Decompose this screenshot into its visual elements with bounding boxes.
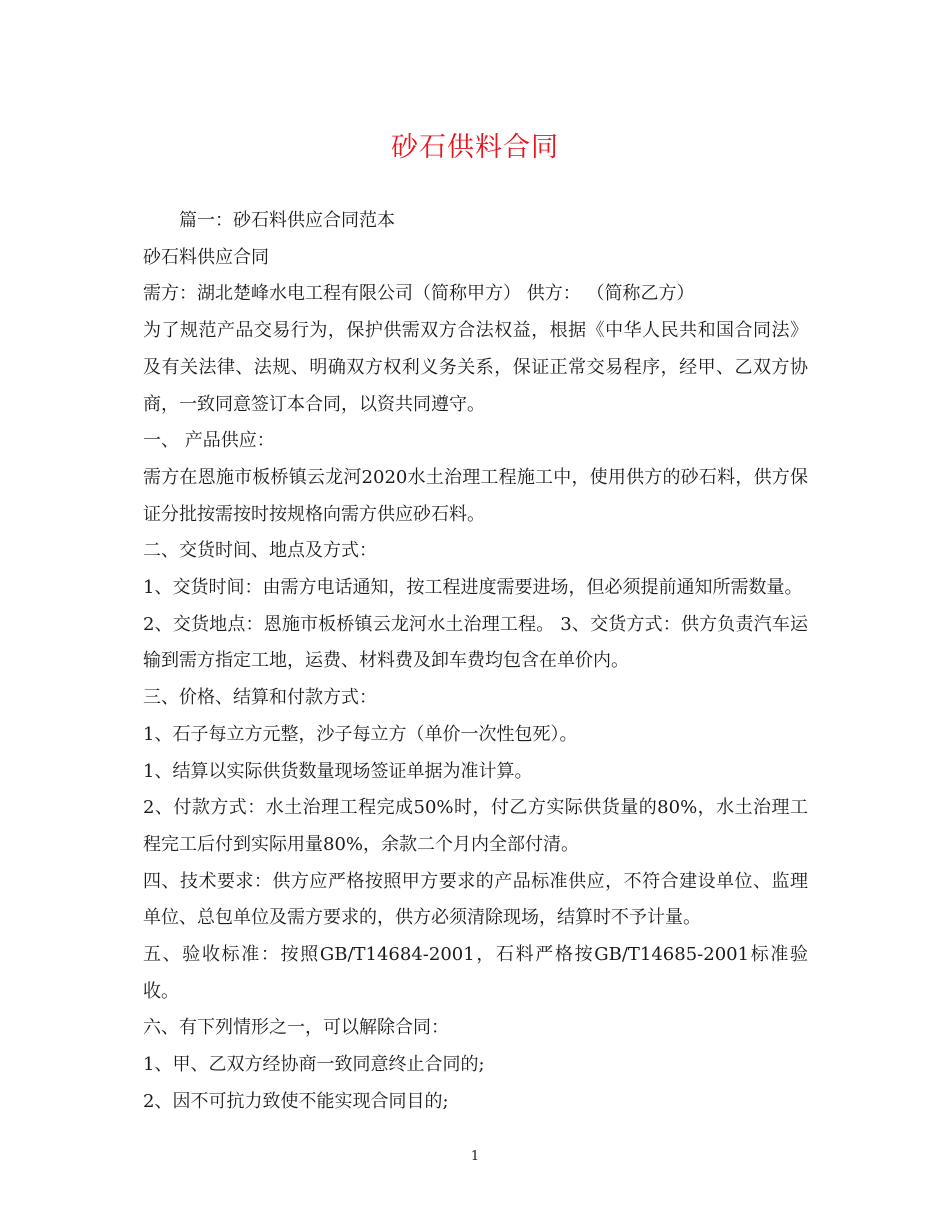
clause-paragraph: 1、结算以实际供货数量现场签证单据为准计算。 — [143, 760, 533, 782]
clause-heading: 二、交货时间、地点及方式： — [143, 540, 377, 562]
clause-paragraph: 1、甲、乙双方经协商一致同意终止合同的; — [143, 1054, 485, 1076]
page-number: 1 — [470, 1149, 480, 1164]
clause-paragraph: 四、技术要求：供方应严格按照甲方要求的产品标准供应，不符合建设单位、监理单位、总包单位及需方要求的，供方必须清除现场，结算时不予计量。 — [143, 870, 808, 929]
clause-heading: 一、 产品供应： — [143, 430, 275, 452]
clause-paragraph: 2、因不可抗力致使不能实现合同目的; — [143, 1090, 449, 1112]
clause-paragraph: 五、验收标准：按照GB/T14684-2001，石料严格按GB/T14685-2001标准验收。 — [143, 944, 808, 1002]
clause-heading: 三、价格、结算和付款方式： — [143, 687, 377, 709]
clause-paragraph: 1、交货时间：由需方电话通知，按工程进度需要进场，但必须提前通知所需数量。 — [143, 577, 803, 599]
preamble-paragraph: 为了规范产品交易行为，保护供需双方合法权益，根据《中华人民共和国合同法》及有关法律、法规、明确双方权利义务关系，保证正常交易程序，经甲、乙双方协商，一致同意签订本合同，以资共同遵守。 — [143, 320, 808, 415]
clause-heading: 六、有下列情形之一，可以解除合同： — [143, 1017, 449, 1039]
section-heading: 篇一：砂石料供应合同范本 — [179, 210, 395, 231]
clause-paragraph: 1、石子每立方元整，沙子每立方（单价一次性包死）。 — [143, 723, 578, 745]
clause-paragraph: 需方在恩施市板桥镇云龙河2020水土治理工程施工中，使用供方的砂石料，供方保证分批按需按时按规格向需方供应砂石料。 — [143, 466, 808, 525]
contract-name: 砂石料供应合同 — [143, 246, 269, 268]
document-body — [143, 203, 808, 1121]
document-title: 砂石供料合同 — [391, 132, 559, 163]
parties-line: 需方：湖北楚峰水电工程有限公司（简称甲方） 供方： （简称乙方） — [143, 283, 695, 305]
clause-paragraph: 2、交货地点：恩施市板桥镇云龙河水土治理工程。 3、交货方式：供方负责汽车运输到需方指定工地，运费、材料费及卸车费均包含在单价内。 — [143, 613, 808, 672]
clause-paragraph: 2、付款方式：水土治理工程完成50%时，付乙方实际供货量的80%，水土治理工程完工后付到实际用量80%，余款二个月内全部付清。 — [143, 797, 808, 855]
